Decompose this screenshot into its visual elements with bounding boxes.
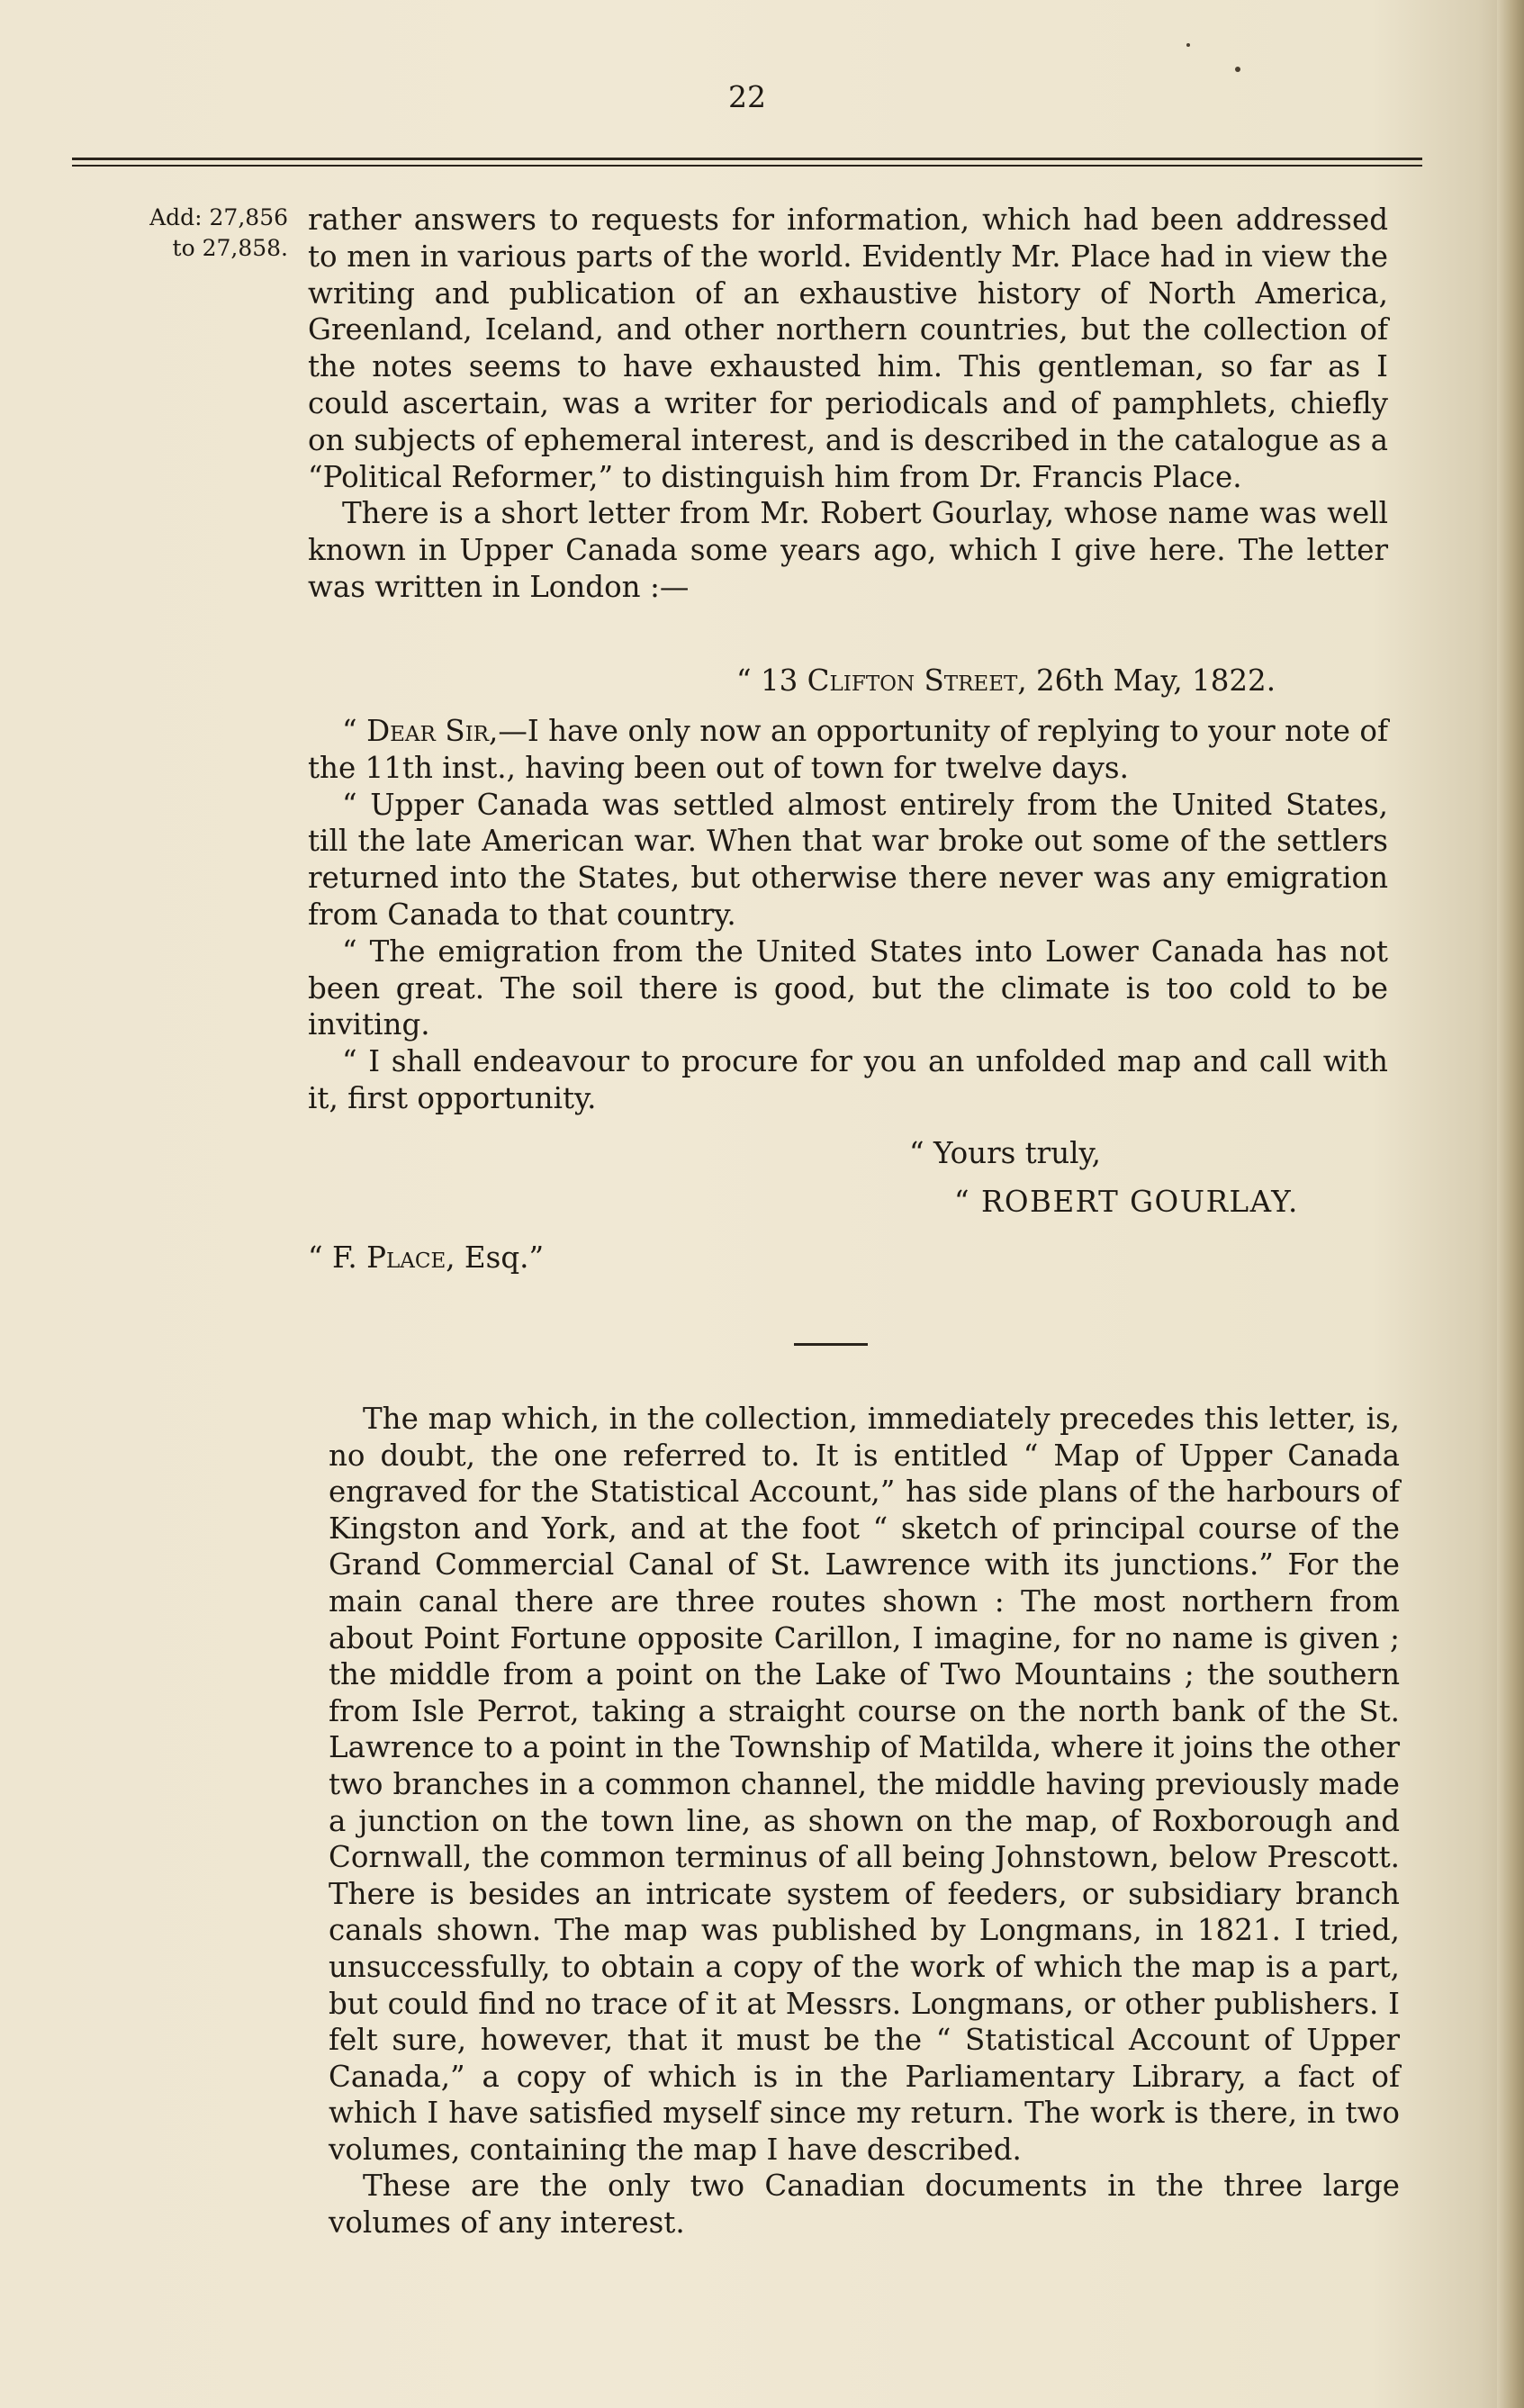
addressee-open: “ F. xyxy=(308,1240,367,1275)
margin-note-line: Add: 27,856 xyxy=(149,204,288,230)
map-paragraph: The map which, in the collection, immediately precedes this letter, is, no doubt, the one referred to. It is entitled “ Map of Upper Canada engraved for the Statistical Account,” has side plans of the harbours of Kingston and York, and at the foot “ sketch of principal course of the Grand Commercial Canal of St. Lawrence with its junctions.” For the main canal there are three routes shown : The most northern from about Point Fortune opposite Carillon, I imagine, for no name is given ; the middle from a point on the Lake of Two Mountains ; the southern from Isle Perrot, taking a straight course on the north bank of the St. Lawrence to a point in the Township of Matilda, where it joins the other two branches in a common channel, the middle having previously made a junction on the town line, as shown on the map, of Roxborough and Cornwall, the common terminus of all being Johnstown, below Prescott. There is besides an intricate system of feeders, or subsidiary branch canals shown. The map was published by Longmans, in 1821. I tried, unsuccessfully, to obtain a copy of the work of which the map is a part, but could find no trace of it at Messrs. Longmans, or other publishers. I felt sure, however, that it must be the “ Statistical Account of Upper Canada,” a copy of which is in the Parliamentary Library, a fact of which I have satisfied myself since my return. The work is there, in two volumes, containing the map I have described. xyxy=(329,1402,1400,2167)
map-section xyxy=(329,1401,1400,2241)
letter-paragraph: “ I shall endeavour to procure for you an unfolded map and call with it, first opportunity. xyxy=(308,1044,1388,1115)
letter-signature: “ ROBERT GOURLAY. xyxy=(954,1185,1299,1219)
addressee-name: Place xyxy=(366,1240,446,1275)
header-rule xyxy=(72,165,1422,167)
letter-addressee xyxy=(308,1240,544,1275)
map-paragraph: These are the only two Canadian documents in the three large volumes of any interest. xyxy=(329,2169,1400,2241)
intro-paragraph: rather answers to requests for information, which had been addressed to men in various parts of the world. Evidently Mr. Place had in view the writing and publication of an exhaustive history of North America, Greenland, Iceland, and other northern countries, but the collection of the notes seems to have exhausted him. This gentleman, so far as I could ascertain, was a writer for periodicals and of pamphlets, chiefly on subjects of ephemeral interest, and is described in the catalogue as a “Political Reformer,” to distinguish him from Dr. Francis Place. xyxy=(308,203,1388,494)
margin-note-line: to 27,858. xyxy=(172,235,288,261)
dateline-street: Clifton Street xyxy=(807,663,1018,698)
letter-paragraph-text: ,—I have only now an opportunity of replying to your note of the 11th inst., having been out of town for twelve days. xyxy=(308,714,1388,785)
page-edge-shadow xyxy=(1497,0,1524,2408)
letter-body xyxy=(308,713,1388,1117)
dateline-open: “ 13 xyxy=(736,663,807,698)
addressee-rest: , Esq.” xyxy=(446,1240,545,1275)
section-divider xyxy=(794,1343,868,1346)
letter-salutation: Dear Sir xyxy=(366,714,489,748)
header-rule xyxy=(72,158,1422,160)
letter-dateline xyxy=(736,663,1276,698)
page-number: 22 xyxy=(728,79,766,114)
letter-paragraph xyxy=(308,713,1388,787)
letter-paragraph: “ Upper Canada was settled almost entirely from the United States, till the late American war. When that war broke out some of the settlers returned into the States, but otherwise there never was any emigration from Canada to that country. xyxy=(308,787,1388,932)
ink-speck xyxy=(1186,43,1190,47)
salutation-open: “ xyxy=(342,714,367,748)
intro-paragraph: There is a short letter from Mr. Robert Gourlay, whose name was well known in Upper Canada some years ago, which I give here. The letter was written in London :— xyxy=(308,496,1388,604)
ink-speck xyxy=(1235,67,1240,72)
dateline-date: , 26th May, 1822. xyxy=(1017,663,1276,698)
margin-note xyxy=(104,203,288,264)
intro-section xyxy=(308,202,1388,606)
letter-paragraph: “ The emigration from the United States into Lower Canada has not been great. The soil there is good, but the climate is too cold to be inviting. xyxy=(308,933,1388,1042)
letter-closing: “ Yours truly, xyxy=(909,1136,1101,1170)
